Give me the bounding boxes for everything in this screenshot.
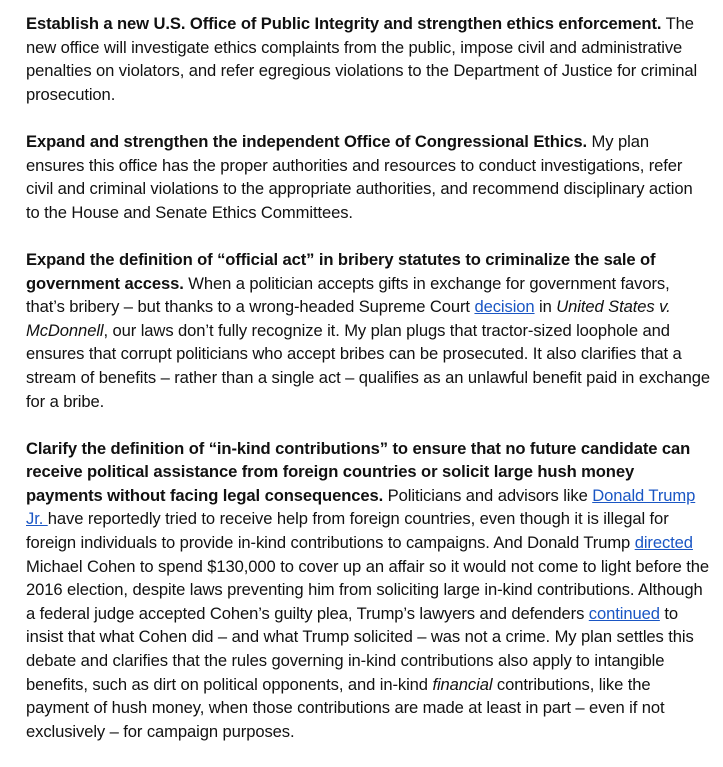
case-name: United States v. McDonnell — [26, 297, 671, 340]
decision-link[interactable]: decision — [474, 297, 535, 317]
paragraph-body: in — [534, 297, 557, 317]
paragraph-heading: Expand the definition of “official act” in bribery statutes to criminalize the sale of government access. — [26, 249, 656, 293]
paragraph-body: The new office will investigate ethics complaints from the public, impose civil and administrative penalties on violators, and refer egregious violations to the Department of Justice for criminal prosecution. — [26, 14, 698, 104]
paragraph-body: Michael Cohen to spend $130,000 to cover up an affair so it would not come to light before the 2016 election, despite laws preventing him from soliciting large in-kind contributions. Although a federal judge accepted Cohen’s guilty plea, Trump’s lawyers and defenders — [26, 556, 710, 623]
directed-link[interactable]: directed — [634, 533, 693, 553]
paragraph-heading: Clarify the definition of “in-kind contributions” to ensure that no future candidate can receive political assistance from foreign countries or solicit large hush money payments without facing legal consequences. — [26, 438, 691, 505]
paragraph-body: contributions, like the payment of hush money, when those contributions are made at least in part – even if not exclusively – for campaign purposes. — [26, 674, 665, 741]
paragraph-in-kind-contributions — [26, 437, 710, 744]
continued-link[interactable]: continued — [588, 603, 660, 623]
paragraph-heading: Establish a new U.S. Office of Public Integrity and strengthen ethics enforcement. — [26, 14, 662, 33]
paragraph-body: have reportedly tried to receive help from foreign countries, even though it is illegal for foreign individuals to provide in-kind contributions to campaigns. And Donald Trump — [26, 509, 669, 553]
paragraph-body: , our laws don’t fully recognize it. My plan plugs that tractor-sized loophole and ensures that corrupt politicians who accept bribes can be prosecuted. It also clarifies that a stream of benefits – rather than a single act – qualifies as an unlawful benefit paid in exchange for a bribe. — [26, 320, 710, 411]
paragraph-body: to insist that what Cohen did – and what Trump solicited – was not a crime. My plan settles this debate and clarifies that the rules governing in-kind contributions also apply to intangible benefits, such as dirt on political opponents, and in-kind — [26, 603, 694, 694]
paragraph-congressional-ethics — [26, 130, 710, 224]
paragraph-body: My plan ensures this office has the proper authorities and resources to conduct investigations, refer civil and criminal violations to the appropriate authorities, and recommend disciplinary action to the House and Senate Ethics Committees. — [26, 131, 693, 222]
paragraph-body: When a politician accepts gifts in exchange for government favors, that’s bribery – but thanks to a wrong-headed Supreme Court — [26, 273, 670, 317]
emphasis-financial: financial — [432, 674, 493, 694]
paragraph-heading: Expand and strengthen the independent Office of Congressional Ethics. — [26, 131, 588, 151]
document-body — [26, 12, 710, 767]
paragraph-body: Politicians and advisors like — [383, 485, 593, 505]
paragraph-official-act — [26, 248, 710, 413]
paragraph-office-public-integrity — [26, 12, 710, 106]
donald-trump-jr-link[interactable]: Donald Trump Jr. — [26, 485, 696, 529]
